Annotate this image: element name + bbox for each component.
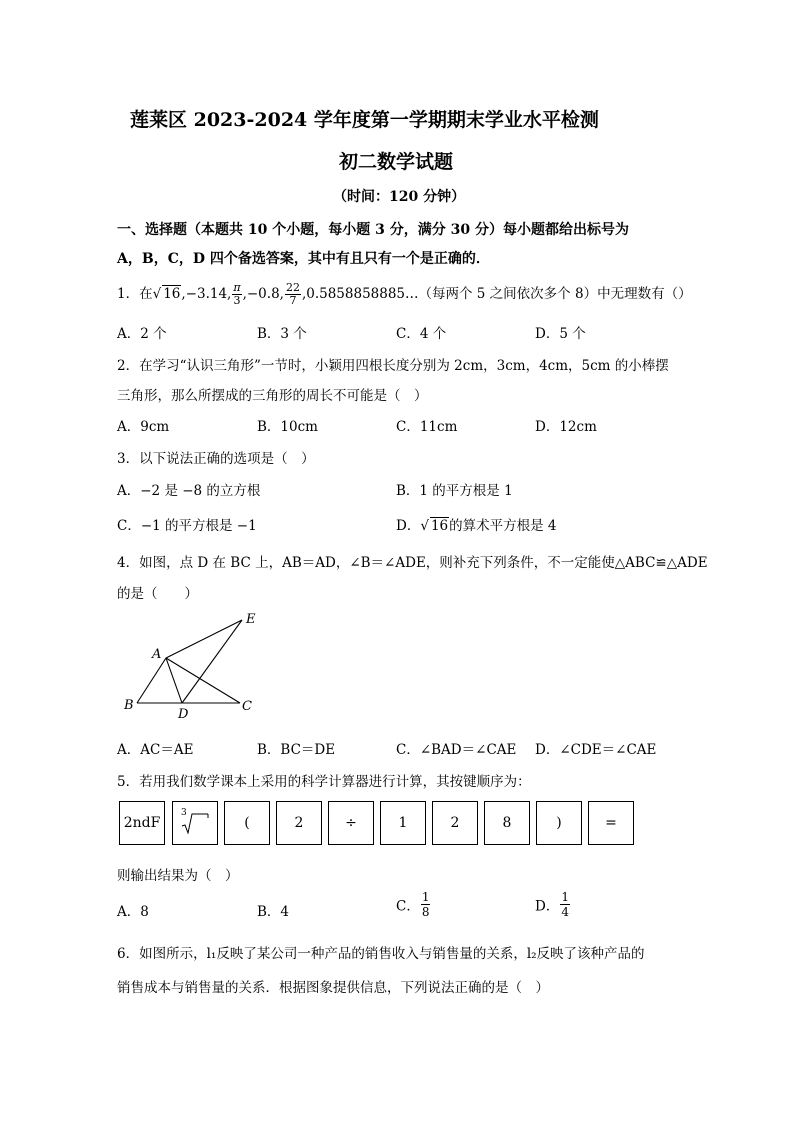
q4-option-a[interactable]: A．AC＝AE xyxy=(117,742,194,758)
q1-frac1-den: 3 xyxy=(233,294,241,307)
sqrt-symbol: √ xyxy=(420,518,429,534)
q2-option-b[interactable]: B．10cm xyxy=(257,419,318,435)
key-1: 1 xyxy=(380,801,426,845)
q1-prefix: 1．在 xyxy=(117,286,153,302)
segment-ac xyxy=(166,658,240,703)
segment-de xyxy=(182,620,242,703)
label-e: E xyxy=(246,612,256,627)
q5-optC-den: 8 xyxy=(421,905,430,919)
q4-option-c[interactable]: C．∠BAD＝∠CAE xyxy=(396,742,517,758)
q4-line2: 的是（ ） xyxy=(117,586,198,602)
q4-line1: 4．如图，点 D 在 BC 上，AB＝AD，∠B＝∠ADE，则补充下列条件，不一定能使△ABC≌△ADE xyxy=(117,555,708,571)
key-close-paren: ) xyxy=(536,801,582,845)
q5-optC-prefix: C． xyxy=(396,898,420,915)
key-open-paren: ( xyxy=(224,801,270,845)
section1-line2: A，B，C，D 四个备选答案，其中有且只有一个是正确的． xyxy=(117,251,490,267)
segment-ae xyxy=(166,620,242,658)
cube-root-index: 3 xyxy=(181,808,187,818)
label-c: C xyxy=(242,699,252,714)
q3-optD-sqrt-arg: 16 xyxy=(430,518,449,534)
q1-option-d[interactable]: D．5 个 xyxy=(535,326,586,342)
q5-optD-fraction xyxy=(560,890,570,919)
exam-title: 莲莱区 2023-2024 学年度第一学期期末学业水平检测 xyxy=(130,109,599,131)
q1-part-d: ,0.5858858885…（每两个 5 之间依次多个 8）中无理数有（） xyxy=(301,286,692,302)
q2-line1: 2．在学习“认识三角形”一节时，小颖用四根长度分别为 2cm，3cm，4cm，5cm 的小棒摆 xyxy=(117,358,669,374)
q1-part-c: 8, xyxy=(271,286,284,302)
q6-line2: 销售成本与销售量的关系．根据图象提供信息，下列说法正确的是（ ） xyxy=(117,980,549,996)
sqrt-symbol: √ xyxy=(152,286,162,302)
q5-optC-fraction xyxy=(421,890,431,919)
q1-fraction-22-7 xyxy=(285,282,301,307)
q6-line1: 6．如图所示，l₁反映了某公司一种产品的销售收入与销售量的关系，l₂反映了该种产品的 xyxy=(117,946,645,962)
q5-option-d[interactable] xyxy=(535,890,571,919)
key-2: 2 xyxy=(276,801,322,845)
q3-stem: 3．以下说法正确的选项是（ ） xyxy=(117,451,315,467)
q3-optD-suffix: 的算术平方根是 4 xyxy=(449,518,557,534)
segment-ab xyxy=(137,658,166,703)
q4-option-d[interactable]: D．∠CDE＝∠CAE xyxy=(535,742,657,758)
q5-option-b[interactable]: B．4 xyxy=(257,904,290,920)
key-8: 8 xyxy=(484,801,530,845)
key-cube-root xyxy=(172,801,218,845)
q4-option-b[interactable]: B．BC＝DE xyxy=(257,742,336,758)
cube-root-icon xyxy=(181,812,209,834)
q1-option-b[interactable]: B．3 个 xyxy=(257,326,307,342)
label-a: A xyxy=(152,647,162,662)
q5-option-c[interactable] xyxy=(396,890,431,919)
q1-frac1-num: π xyxy=(233,281,241,294)
q1-fraction-pi xyxy=(232,282,241,307)
q3-option-a[interactable]: A．−2 是 −8 的立方根 xyxy=(117,483,261,499)
q5-result: 则输出结果为（ ） xyxy=(117,868,239,884)
triangle-figure xyxy=(118,608,268,723)
q1-frac2-num: 22 xyxy=(285,281,300,294)
q2-option-c[interactable]: C．11cm xyxy=(396,419,458,435)
section1-line1: 一、选择题（本题共 10 个小题，每小题 3 分，满分 30 分）每小题都给出标号为 xyxy=(117,222,629,238)
q3-option-c[interactable]: C．−1 的平方根是 −1 xyxy=(117,518,257,534)
q1-option-c[interactable]: C．4 个 xyxy=(396,326,447,342)
q5-optC-num: 1 xyxy=(421,890,430,904)
q5-optD-prefix: D． xyxy=(535,898,560,915)
q1-part-a: ,−3.14, xyxy=(181,286,232,302)
q2-option-a[interactable]: A．9cm xyxy=(117,419,170,435)
q3-optD-prefix: D． xyxy=(396,518,421,534)
question-1 xyxy=(117,282,692,307)
q2-option-d[interactable]: D．12cm xyxy=(535,419,597,435)
q2-line2: 三角形，那么所摆成的三角形的周长不可能是（ ） xyxy=(117,388,428,404)
q5-optD-num: 1 xyxy=(561,890,569,904)
q5-option-a[interactable]: A．8 xyxy=(117,904,149,920)
q1-frac2-den: 7 xyxy=(289,294,297,307)
q5-optD-den: 4 xyxy=(561,905,569,919)
q3-option-b[interactable]: B．1 的平方根是 1 xyxy=(396,483,513,499)
key-divide: ÷ xyxy=(328,801,374,845)
key-2ndf: 2ndF xyxy=(119,801,165,845)
label-d: D xyxy=(178,707,189,722)
segment-ad xyxy=(166,658,182,703)
key-2b: 2 xyxy=(432,801,478,845)
exam-subtitle: 初二数学试题 xyxy=(339,151,454,173)
exam-time: （时间：120 分钟） xyxy=(333,189,466,205)
q1-sqrt-arg: 16 xyxy=(163,286,181,302)
q5-stem: 5．若用我们数学课本上采用的科学计算器进行计算，其按键顺序为： xyxy=(117,774,531,790)
key-equals: = xyxy=(588,801,634,845)
label-b: B xyxy=(124,698,134,713)
q1-option-a[interactable]: A．2 个 xyxy=(117,326,167,342)
q3-option-d[interactable] xyxy=(396,514,557,534)
q1-part-b: ,−0. xyxy=(242,286,272,302)
